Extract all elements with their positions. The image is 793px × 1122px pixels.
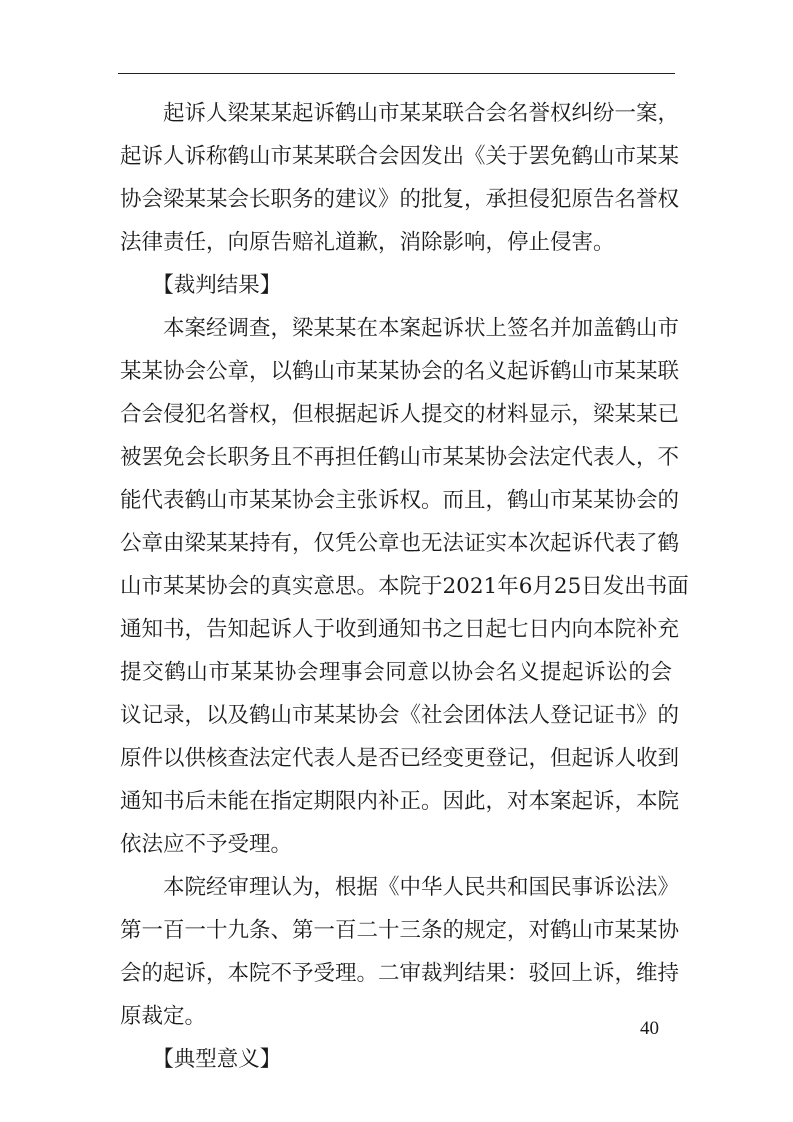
text-line: 被罢免会长职务且不再担任鹤山市某某协会法定代表人，不 xyxy=(120,445,680,470)
text-line: 通知书后未能在指定期限内补正。因此，对本案起诉，本院 xyxy=(120,789,680,814)
text-line: 提交鹤山市某某协会理事会同意以协会名义提起诉讼的会 xyxy=(120,660,672,685)
text-line: 依法应不予受理。 xyxy=(120,832,293,857)
text-line: 山市某某协会的真实意思。本院于2021年6月25日发出书面 xyxy=(120,574,689,599)
text-line: 议记录，以及鹤山市某某协会《社会团体法人登记证书》的 xyxy=(120,703,680,728)
text-line: 某某协会公章，以鹤山市某某协会的名义起诉鹤山市某某联 xyxy=(120,359,680,384)
text-line: 公章由梁某某持有，仅凭公章也无法证实本次起诉代表了鹤 xyxy=(120,531,680,556)
text-line: 协会梁某某会长职务的建议》的批复，承担侵犯原告名誉权 xyxy=(120,187,680,212)
header-rule xyxy=(118,73,675,74)
text-line: 通知书，告知起诉人于收到通知书之日起七日内向本院补充 xyxy=(120,617,680,642)
text-line: 起诉人诉称鹤山市某某联合会因发出《关于罢免鹤山市某某 xyxy=(120,144,680,169)
text-line: 起诉人梁某某起诉鹤山市某某联合会名誉权纠纷一案， xyxy=(120,101,680,126)
text-line: 本院经审理认为，根据《中华人民共和国民事诉讼法》 xyxy=(120,875,680,900)
text-line: 原裁定。 xyxy=(120,1004,207,1029)
text-line: 原件以供核查法定代表人是否已经变更登记，但起诉人收到 xyxy=(120,746,680,771)
text-line: 第一百一十九条、第一百二十三条的规定，对鹤山市某某协 xyxy=(120,918,680,943)
section-heading-judgment-result: 【裁判结果】 xyxy=(120,273,282,298)
text-line: 能代表鹤山市某某协会主张诉权。而且，鹤山市某某协会的 xyxy=(120,488,680,513)
text-line: 合会侵犯名誉权，但根据起诉人提交的材料显示，梁某某已 xyxy=(120,402,680,427)
section-heading-typical-significance: 【典型意义】 xyxy=(120,1047,282,1072)
text-line: 本案经调查，梁某某在本案起诉状上签名并加盖鹤山市 xyxy=(120,316,680,341)
page-number: 40 xyxy=(640,1018,659,1039)
text-line: 会的起诉，本院不予受理。二审裁判结果：驳回上诉，维持 xyxy=(120,961,680,986)
text-line: 法律责任，向原告赔礼道歉，消除影响，停止侵害。 xyxy=(120,230,615,255)
